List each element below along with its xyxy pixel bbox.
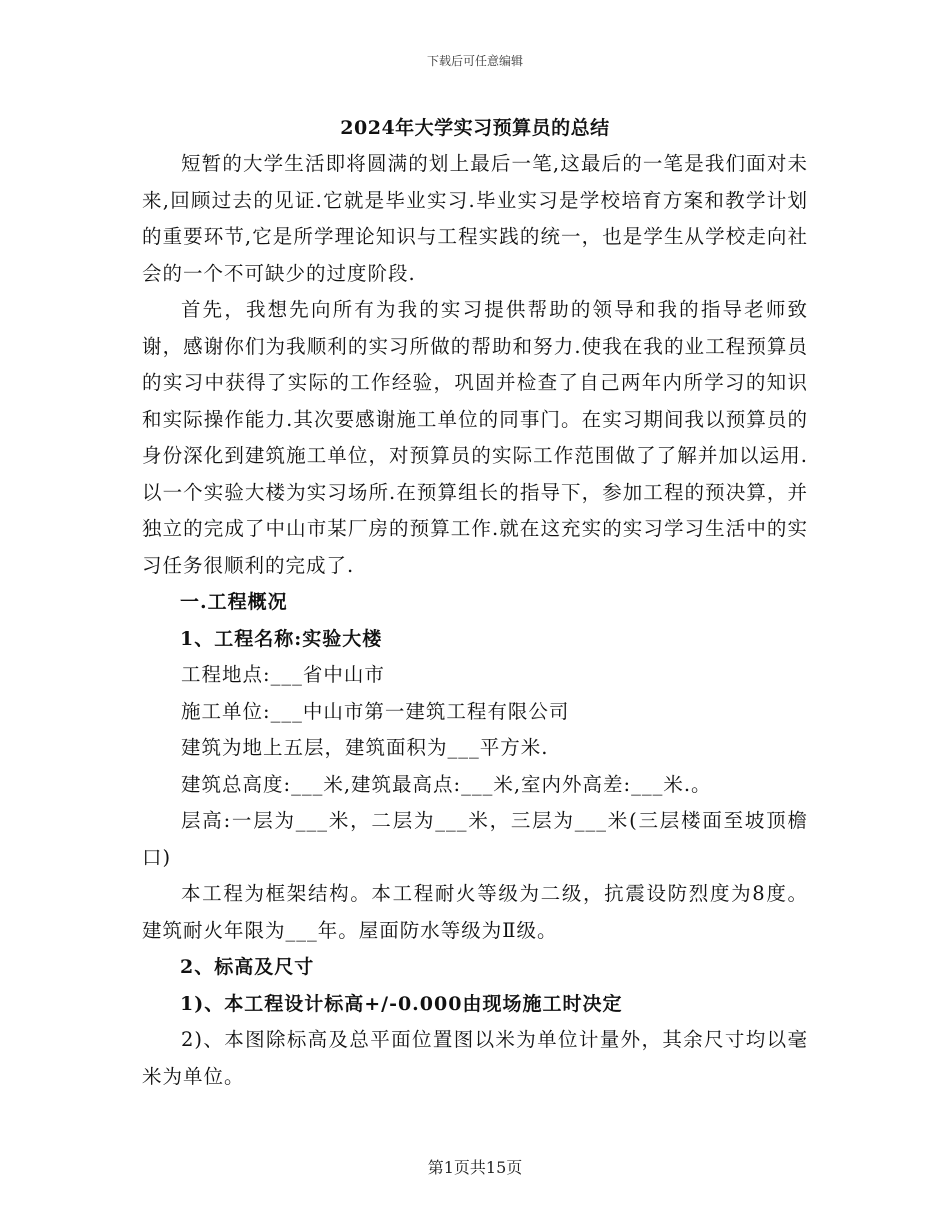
floor-heights: 层高:一层为___米，二层为___米，三层为___米(三层楼面至坡顶檐口) (142, 809, 808, 869)
elevation-item-2: 2)、本图除标高及总平面位置图以米为单位计量外，其余尺寸均以毫米为单位。 (142, 1028, 808, 1088)
floors-area: 建筑为地上五层，建筑面积为___平方米. (181, 736, 549, 759)
building-heights: 建筑总高度:___米,建筑最高点:___米,室内外高差:___米.。 (181, 772, 712, 796)
paragraph-intro: 短暂的大学生活即将圆满的划上最后一笔,这最后的一笔是我们面对未来,回顾过去的见证.它就是毕业实习.毕业实习是学校培育方案和教学计划的重要环节,它是所学理论知识与工程实践的统一，也是学生从学校走向社会的一个不可缺少的过度阶段. (142, 152, 808, 285)
paragraph-thanks: 首先，我想先向所有为我的实习提供帮助的领导和我的指导老师致谢，感谢你们为我顺利的实习所做的帮助和努力.使我在我的业工程预算员的实习中获得了实际的工作经验，巩固并检查了自己两年内所学习的知识和实际操作能力.其次要感谢施工单位的同事门。在实习期间我以预算员的身份深化到建筑施工单位，对预算员的实际工作范围做了了解并加以运用.以一个实验大楼为实习场所.在预算组长的指导下，参加工程的预决算，并独立的完成了中山市某厂房的预算工作.就在这充实的实习学习生活中的实习任务很顺利的完成了. (142, 298, 808, 577)
construction-unit: 施工单位:___中山市第一建筑工程有限公司 (181, 699, 570, 723)
project-location: 工程地点:___省中山市 (181, 663, 385, 686)
structure-info: 本工程为框架结构。本工程耐火等级为二级，抗震设防烈度为8度。建筑耐火年限为___年。屋面防水等级为Ⅱ级。 (142, 882, 808, 942)
page-header-note: 下载后可任意编辑 (426, 54, 523, 68)
document-body (142, 110, 808, 1095)
document-title: 2024年大学实习预算员的总结 (340, 117, 610, 139)
section-heading-elevation: 2、标高及尺寸 (180, 956, 315, 978)
page-number: 第1页共15页 (427, 1158, 523, 1177)
elevation-item-1: 1)、本工程设计标高+/-0.000由现场施工时决定 (180, 992, 623, 1015)
subheading-project-name: 1、工程名称:实验大楼 (180, 627, 383, 650)
section-heading-overview: 一.工程概况 (180, 591, 288, 613)
